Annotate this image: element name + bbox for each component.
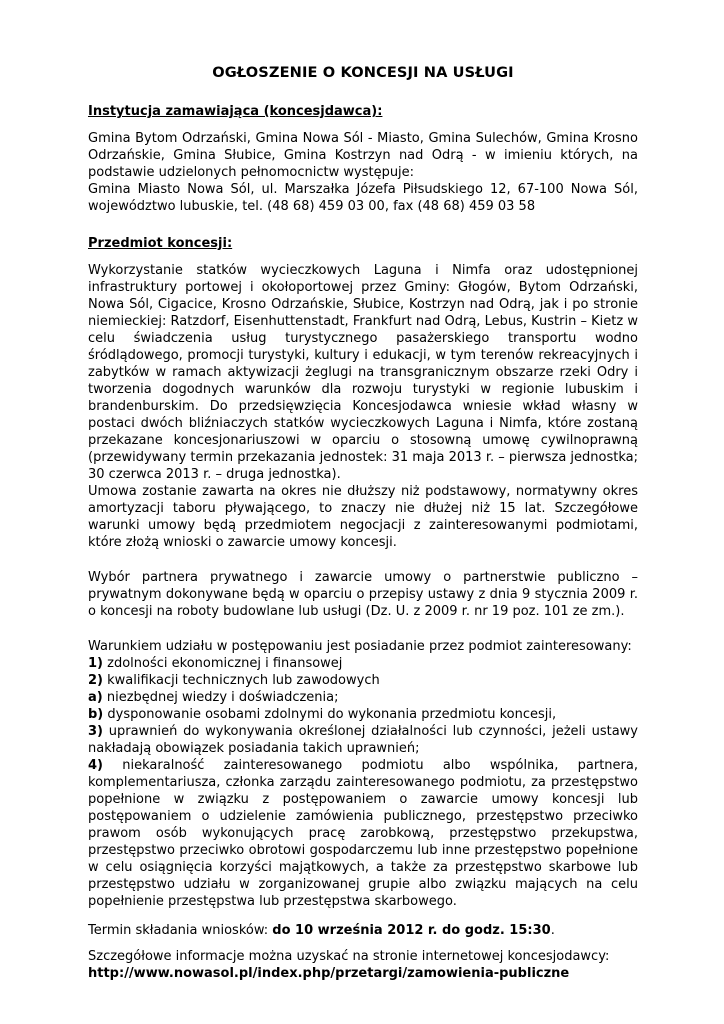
condition-text: niezbędnej wiedzy i doświadczenia; [102,690,339,705]
condition-item [88,689,638,706]
contracting-authority-heading: Instytucja zamawiająca (koncesjdawca): [88,104,383,119]
document-title: OGŁOSZENIE O KONCESJI NA USŁUGI [212,64,514,81]
condition-text: zdolności ekonomicznej i finansowej [103,656,343,671]
deadline-value: do 10 września 2012 r. do godz. 15:30 [272,923,551,938]
subject-description: Wykorzystanie statków wycieczkowych Laguna i Nimfa oraz udostępnionej infrastruktury portowej i okołoportowej przez Gminy: Głogów, Bytom Odrzański, Nowa Sól, Cigacice, Krosno Odrzańskie, Słubice, Kostrzyn nad Odrą, jak i po stronie niemieckiej: Ratzdorf, Eisenhuttenstadt, Frankfurt nad Odrą, Lebus, Kustrin – Kietz w celu świadczenia usług turystycznego pasażerskiego transportu wodno śródlądowego, promocji turystyki, kultury i edukacji, w tym terenów rekreacyjnych i zabytków w ramach aktywizacji żeglugi na transgranicznym obszarze rzeki Odry i tworzenia dogodnych warunków dla rozwoju turystyki w regionie lubuskim i brandenburskim. Do przedsięwzięcia Koncesjodawca wniesie wkład własny w postaci dwóch bliźniaczych statków wycieczkowych Laguna i Nimfa, które zostaną przekazane koncesjonariuszowi w oparciu o stosowną umowę cywilnoprawną (przewidywany termin przekazania jednostek: 31 maja 2013 r. – pierwsza jednostka; 30 czerwca 2013 r. – druga jednostka). [88,263,638,482]
condition-text: kwalifikacji technicznych lub zawodowych [103,673,380,688]
more-info-text: Szczegółowe informacje można uzyskać na stronie internetowej koncesjodawcy: [88,949,610,964]
contracting-authority-municipalities: Gmina Bytom Odrzański, Gmina Nowa Sól - Miasto, Gmina Sulechów, Gmina Krosno Odrzańskie, Gmina Słubice, Gmina Kostrzyn nad Odrą - w imieniu których, na podstawie udzielonych pełnomocnictw występuje: [88,131,638,180]
condition-item [88,672,638,689]
condition-item [88,757,638,910]
condition-marker: 1) [88,656,103,671]
condition-marker: 2) [88,673,103,688]
condition-item [88,706,638,723]
condition-item [88,723,638,757]
deadline-suffix: . [550,923,555,938]
contracting-authority-address: Gmina Miasto Nowa Sól, ul. Marszałka Józefa Piłsudskiego 12, 67-100 Nowa Sól, województwo lubuskie, tel. (48 68) 459 03 00, fax (48 68) 459 03 58 [88,182,638,214]
info-url-link[interactable]: http://www.nowasol.pl/index.php/przetargi/zamowienia-publiczne [88,966,570,981]
condition-item [88,655,638,672]
condition-text: dysponowanie osobami zdolnymi do wykonania przedmiotu koncesji, [103,707,557,722]
contract-term-paragraph: Umowa zostanie zawarta na okres nie dłuższy niż podstawowy, normatywny okres amortyzacji taboru pływającego, to znaczy nie dłużej niż 15 lat. Szczegółowe warunki umowy będą przedmiotem negocjacji z zainteresowanymi podmiotami, które złożą wnioski o zawarcie umowy koncesji. [88,484,638,550]
condition-text: niekaralność zainteresowanego podmiotu albo wspólnika, partnera, komplementariusza, członka zarządu zainteresowanego podmiotu, za przestępstwo popełnione w związku z postępowaniem o zawarcie umowy koncesji lub postępowaniem o udzielenie zamówienia publicznego, przestępstwo przeciwko prawom osób wykonujących pracę zarobkową, przestępstwo przekupstwa, przestępstwo przeciwko obrotowi gospodarczemu lub inne przestępstwo popełnione w celu osiągnięcia korzyści majątkowych, a także za przestępstwo skarbowe lub przestępstwo udziału w zorganizowanej grupie albo związku mających na celu popełnienie przestępstwa lub przestępstwa skarbowego. [88,758,638,909]
condition-marker: 4) [88,758,103,773]
application-deadline [88,922,638,939]
condition-text: uprawnień do wykonywania określonej działalności lub czynności, jeżeli ustawy nakładają obowiązek posiadania takich uprawnień; [88,724,638,756]
partner-selection-paragraph: Wybór partnera prywatnego i zawarcie umowy o partnerstwie publiczno – prywatnym dokonywane będą w oparciu o przepisy ustawy z dnia 9 stycznia 2009 r. o koncesji na roboty budowlane lub usługi (Dz. U. z 2009 r. nr 19 poz. 101 ze zm.). [88,570,638,619]
subject-heading: Przedmiot koncesji: [88,236,233,251]
document-content [88,64,638,982]
conditions-intro: Warunkiem udziału w postępowaniu jest posiadanie przez podmiot zainteresowany: [88,639,632,654]
condition-marker: b) [88,707,104,722]
condition-marker: 3) [88,724,103,739]
condition-marker: a) [88,690,103,705]
deadline-label: Termin składania wniosków: [88,923,273,938]
